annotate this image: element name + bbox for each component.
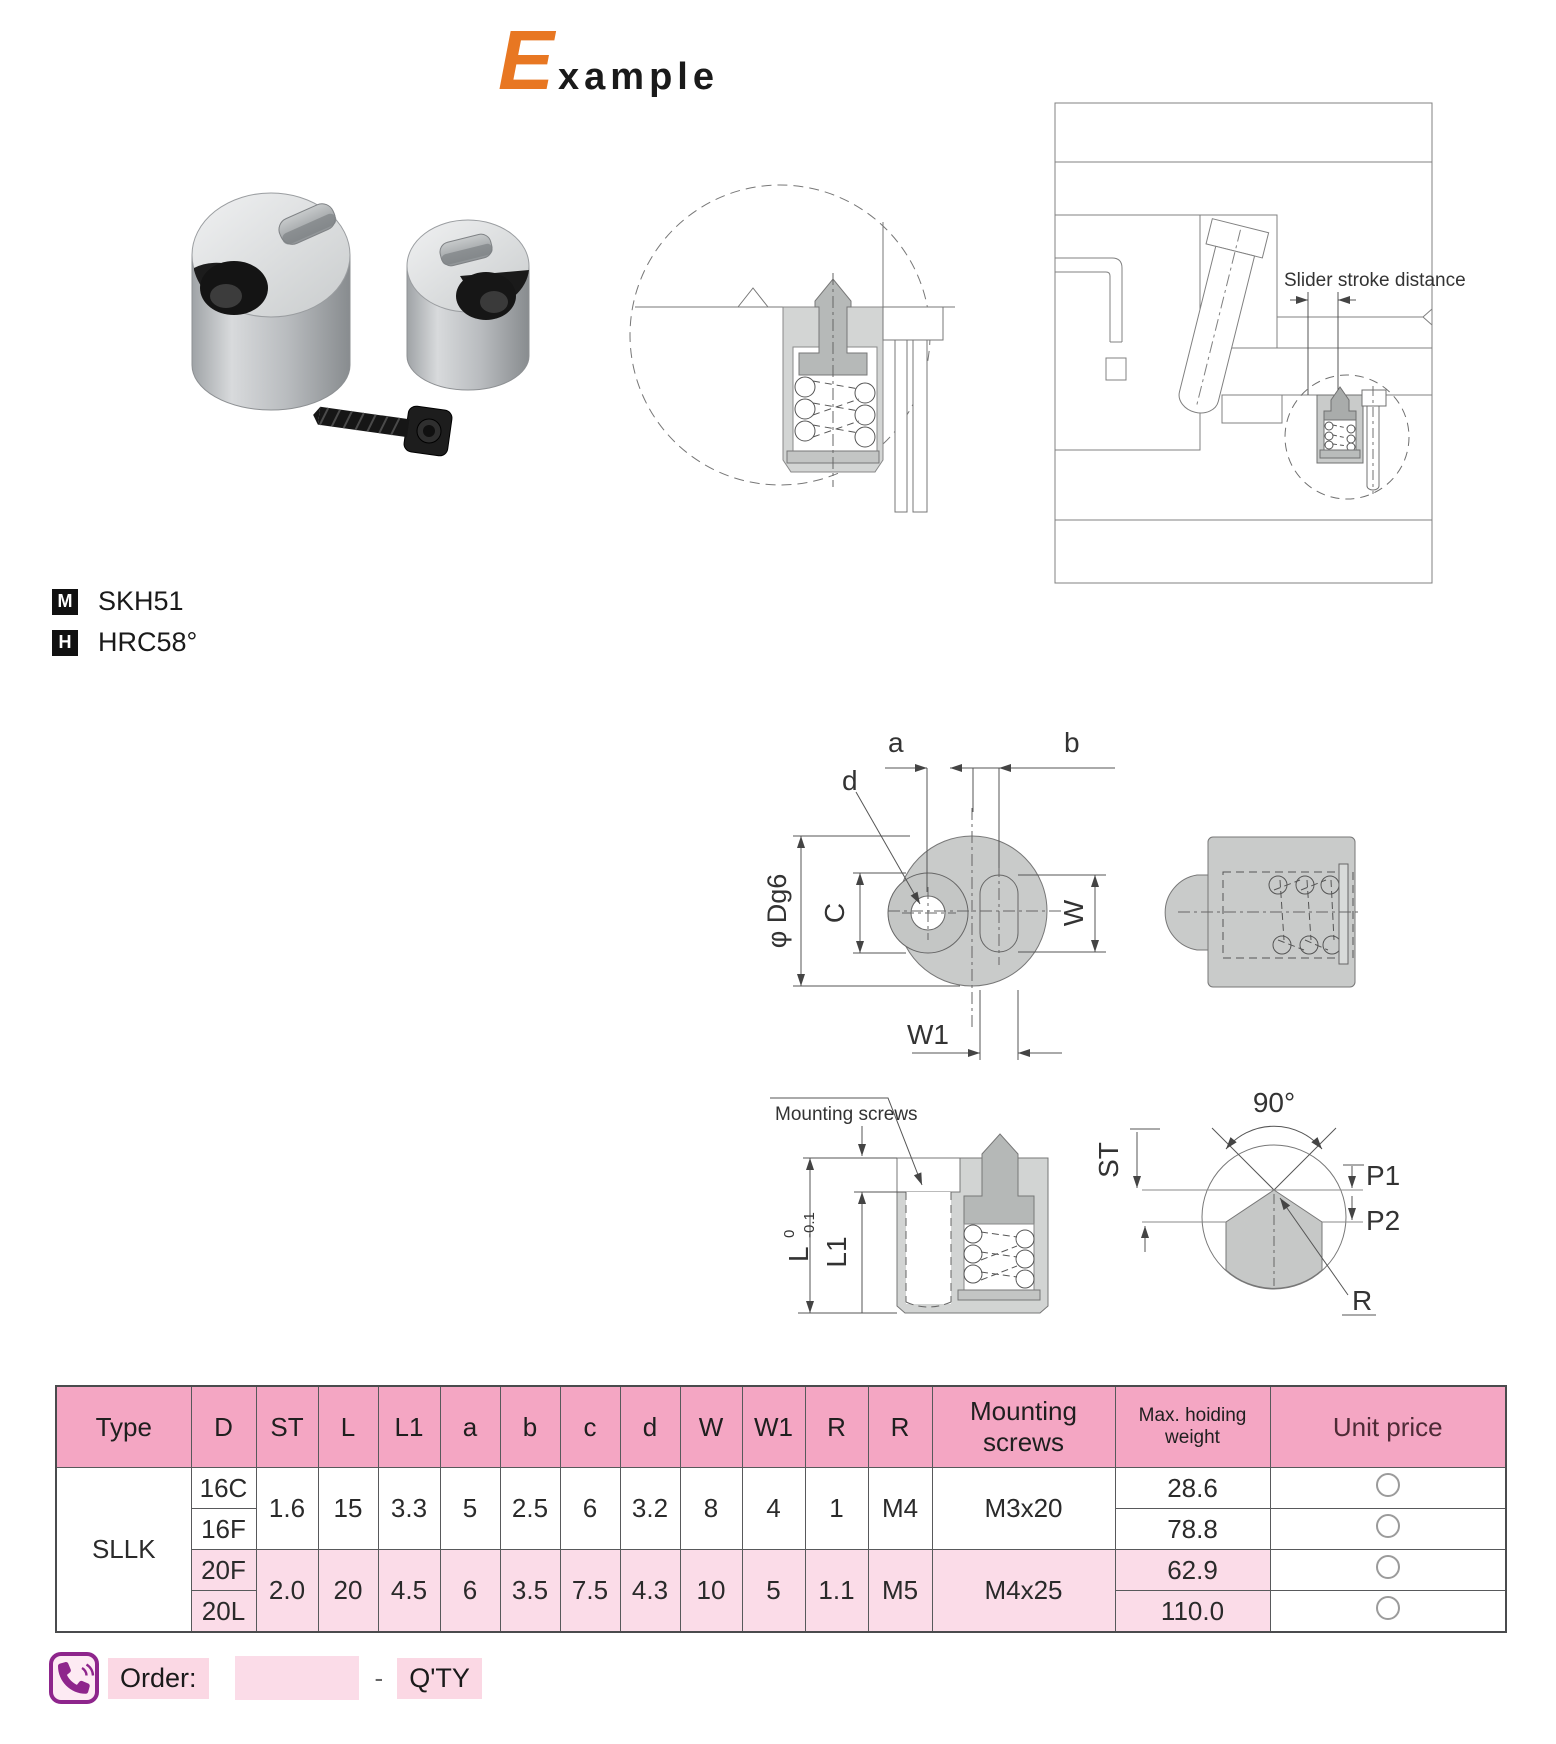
dim-w-label: W xyxy=(1058,899,1089,927)
photo-screw xyxy=(312,405,453,457)
col-header-price: Unit price xyxy=(1270,1386,1506,1468)
section-view xyxy=(770,1098,1048,1313)
front-view xyxy=(762,727,1115,1060)
hardness-value: HRC58° xyxy=(98,627,198,657)
dim-a-label: a xyxy=(888,727,904,758)
material-specs xyxy=(52,586,197,668)
assembly-slide-lock xyxy=(1285,375,1409,499)
dimension-drawings xyxy=(660,640,1400,1340)
title-initial: E xyxy=(498,13,555,107)
dim-r-label: R xyxy=(1352,1285,1373,1316)
product-photo xyxy=(130,150,550,480)
col-header-st: ST xyxy=(256,1386,318,1468)
col-header-d: D xyxy=(191,1386,256,1468)
plunger-view xyxy=(1093,1087,1400,1316)
cell-d-g1: 3.2 xyxy=(620,1468,680,1550)
cell-st-g1: 1.6 xyxy=(256,1468,318,1550)
col-header-r: R xyxy=(805,1386,868,1468)
cell-b-g2: 3.5 xyxy=(500,1550,560,1633)
unit-price-circle[interactable] xyxy=(1376,1596,1400,1620)
mounting-screws-label: Mounting screws xyxy=(775,1104,918,1125)
cell-type: SLLK xyxy=(56,1468,191,1633)
material-badge: M xyxy=(52,589,78,615)
unit-price-circle[interactable] xyxy=(1376,1473,1400,1497)
assembly-stroke-dimension xyxy=(1284,270,1466,395)
cell-d-g2: 4.3 xyxy=(620,1550,680,1633)
cell-price-16f xyxy=(1270,1509,1506,1550)
col-header-dd: d xyxy=(620,1386,680,1468)
material-value: SKH51 xyxy=(98,586,184,616)
cell-r-g2: 1.1 xyxy=(805,1550,868,1633)
photo-small-slide-lock xyxy=(407,220,529,390)
col-header-l1: L1 xyxy=(378,1386,440,1468)
cell-l-g2: 20 xyxy=(318,1550,378,1633)
side-view xyxy=(1165,837,1362,987)
cell-r2-g1: M4 xyxy=(868,1468,932,1550)
cell-d-16c: 16C xyxy=(191,1468,256,1509)
col-header-type: Type xyxy=(56,1386,191,1468)
cell-price-20l xyxy=(1270,1591,1506,1633)
cell-w1-g2: 5 xyxy=(742,1550,805,1633)
cell-w-g1: 8 xyxy=(680,1468,742,1550)
dim-l-label: L xyxy=(783,1246,814,1262)
cell-screws-g1: M3x20 xyxy=(932,1468,1115,1550)
cell-weight-20f: 62.9 xyxy=(1115,1550,1270,1591)
hardness-badge: H xyxy=(52,630,78,656)
col-header-w: W xyxy=(680,1386,742,1468)
dim-w1-label: W1 xyxy=(907,1019,949,1050)
order-quantity-field[interactable] xyxy=(235,1656,359,1700)
table-row-20f xyxy=(56,1550,1506,1591)
col-header-b: b xyxy=(500,1386,560,1468)
cell-screws-g2: M4x25 xyxy=(932,1550,1115,1633)
cell-r-g1: 1 xyxy=(805,1468,868,1550)
phone-icon xyxy=(48,1651,100,1705)
cell-l1-g1: 3.3 xyxy=(378,1468,440,1550)
cell-b-g1: 2.5 xyxy=(500,1468,560,1550)
cell-l1-g2: 4.5 xyxy=(378,1550,440,1633)
order-bar xyxy=(48,1650,482,1706)
cell-w-g2: 10 xyxy=(680,1550,742,1633)
cell-c-g2: 7.5 xyxy=(560,1550,620,1633)
col-header-l: L xyxy=(318,1386,378,1468)
cell-c-g1: 6 xyxy=(560,1468,620,1550)
dim-c-label: C xyxy=(819,902,850,924)
order-label: Order: xyxy=(108,1658,209,1699)
dim-angle-label: 90° xyxy=(1252,1087,1296,1118)
spec-hardness xyxy=(52,627,197,658)
dim-st-label: ST xyxy=(1093,1142,1124,1178)
cell-price-16c xyxy=(1270,1468,1506,1509)
dim-dia-label: φ Dg6 xyxy=(762,873,792,949)
spec-material xyxy=(52,586,197,617)
cell-a-g1: 5 xyxy=(440,1468,500,1550)
dim-p2-label: P2 xyxy=(1366,1205,1400,1236)
dim-l1-label: L1 xyxy=(821,1236,852,1268)
cell-weight-16c: 28.6 xyxy=(1115,1468,1270,1509)
dim-l-tol-upper: 0 xyxy=(781,1229,798,1238)
detail-section-drawing xyxy=(615,155,960,520)
title-rest: xample xyxy=(558,56,719,98)
table-header-row xyxy=(56,1386,1506,1468)
cell-st-g2: 2.0 xyxy=(256,1550,318,1633)
photo-large-slide-lock xyxy=(192,193,350,410)
unit-price-circle[interactable] xyxy=(1376,1514,1400,1538)
page-title xyxy=(498,13,719,107)
table-row-16c xyxy=(56,1468,1506,1509)
slider-stroke-label: Slider stroke distance xyxy=(1284,270,1466,291)
dim-b-label: b xyxy=(1064,727,1080,758)
cell-d-20f: 20F xyxy=(191,1550,256,1591)
cell-d-20l: 20L xyxy=(191,1591,256,1633)
col-header-r2: R xyxy=(868,1386,932,1468)
cell-d-16f: 16F xyxy=(191,1509,256,1550)
cell-weight-20l: 110.0 xyxy=(1115,1591,1270,1633)
col-header-c: c xyxy=(560,1386,620,1468)
unit-price-circle[interactable] xyxy=(1376,1555,1400,1579)
col-header-weight: Max. hoiding weight xyxy=(1115,1386,1270,1468)
cell-l-g1: 15 xyxy=(318,1468,378,1550)
col-header-w1: W1 xyxy=(742,1386,805,1468)
cell-w1-g1: 4 xyxy=(742,1468,805,1550)
cell-weight-16f: 78.8 xyxy=(1115,1509,1270,1550)
spec-table xyxy=(55,1385,1507,1633)
order-separator: - xyxy=(374,1662,384,1693)
assembly-drawing xyxy=(1040,90,1556,590)
qty-label: Q'TY xyxy=(397,1658,482,1699)
dim-p1-label: P1 xyxy=(1366,1160,1400,1191)
dim-d-label: d xyxy=(842,765,858,796)
cell-r2-g2: M5 xyxy=(868,1550,932,1633)
cell-a-g2: 6 xyxy=(440,1550,500,1633)
col-header-a: a xyxy=(440,1386,500,1468)
col-header-screws: Mounting screws xyxy=(932,1386,1115,1468)
cell-price-20f xyxy=(1270,1550,1506,1591)
dim-l-tol-lower: -0.1 xyxy=(801,1212,818,1238)
